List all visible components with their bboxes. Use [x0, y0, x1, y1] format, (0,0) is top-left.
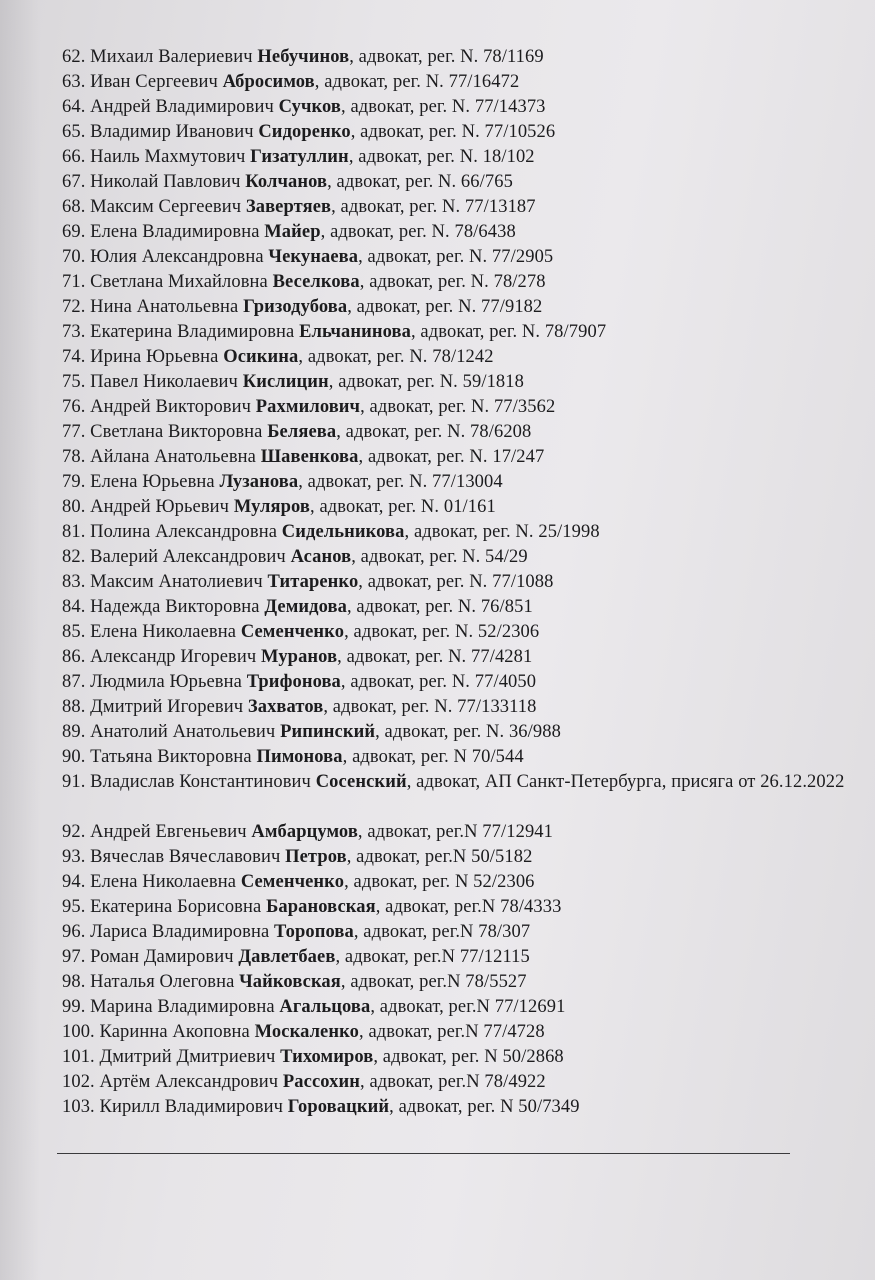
list-item: [62, 45, 852, 70]
list-item: [62, 195, 852, 220]
entry-surname: Амбарцумов: [251, 822, 358, 842]
entry-number: 73.: [62, 322, 86, 342]
entry-surname: Кислицин: [242, 372, 329, 392]
entry-given-names: Лариса Владимировна: [90, 922, 270, 942]
entry-given-names: Роман Дамирович: [90, 947, 234, 967]
entry-surname: Чайковская: [239, 972, 341, 992]
entry-details: , адвокат, рег.N 78/5527: [340, 972, 527, 992]
list-item: [62, 270, 852, 295]
entry-details: , адвокат, рег.N 78/4922: [360, 1072, 546, 1092]
entry-surname: Горовацкий: [287, 1097, 390, 1117]
entry-details: , адвокат, рег. N. 36/988: [375, 722, 561, 742]
entry-number: 81.: [62, 522, 86, 542]
entry-given-names: Максим Сергеевич: [90, 197, 242, 217]
entry-surname: Майер: [264, 222, 321, 242]
entry-given-names: Татьяна Викторовна: [90, 747, 252, 767]
entry-number: 90.: [62, 747, 86, 767]
entry-details: , адвокат, рег. N. 01/161: [310, 497, 496, 517]
entry-surname: Рипинский: [280, 722, 376, 742]
list-item: [62, 370, 852, 395]
list-item: [62, 870, 852, 895]
list-item: [62, 545, 852, 570]
entry-surname: Сидельникова: [281, 522, 405, 542]
entry-number: 72.: [62, 297, 86, 317]
list-item: [62, 520, 852, 545]
entry-number: 63.: [62, 72, 86, 92]
entry-given-names: Светлана Михайловна: [90, 272, 268, 292]
entry-given-names: Наталья Олеговна: [90, 972, 235, 992]
page-edge-shadow: [0, 0, 40, 1280]
entry-surname: Шавенкова: [260, 447, 359, 467]
entry-surname: Титаренко: [267, 572, 359, 592]
entry-surname: Гризодубова: [243, 297, 348, 317]
entry-details: , адвокат, рег. N. 77/10526: [350, 122, 556, 142]
entry-surname: Чекунаева: [268, 247, 359, 267]
list-item: [62, 570, 852, 595]
entry-details: , адвокат, рег. N. 17/247: [358, 447, 545, 467]
list-item: [62, 420, 852, 445]
entry-number: 94.: [62, 872, 86, 892]
entry-surname: Демидова: [264, 597, 347, 617]
list-item: [62, 820, 852, 845]
entry-details: , адвокат, рег. N. 78/7907: [410, 322, 607, 342]
list-item: [62, 320, 852, 345]
entry-surname: Рассохин: [282, 1072, 361, 1092]
list-item: [62, 845, 852, 870]
entry-surname: Рахмилович: [255, 397, 361, 417]
list-item: [62, 945, 852, 970]
entry-number: 92.: [62, 822, 86, 842]
entry-number: 95.: [62, 897, 86, 917]
list-item: [62, 295, 852, 320]
entry-surname: Семенченко: [240, 872, 345, 892]
entry-given-names: Андрей Владимирович: [90, 97, 274, 117]
entry-details: , адвокат, рег. N. 78/278: [359, 272, 546, 292]
entry-number: 77.: [62, 422, 86, 442]
entry-details: , адвокат, рег. N. 77/1088: [358, 572, 554, 592]
entry-number: 99.: [62, 997, 86, 1017]
entry-given-names: Полина Александровна: [90, 522, 278, 542]
entry-number: 68.: [62, 197, 86, 217]
entry-details: , адвокат, рег. N. 52/2306: [344, 622, 540, 642]
entry-number: 78.: [62, 447, 86, 467]
list-item: [62, 720, 852, 745]
entry-surname: Муляров: [233, 497, 310, 517]
list-item: [62, 495, 852, 520]
entry-given-names: Михаил Валериевич: [90, 47, 253, 67]
entry-details: , адвокат, рег.N 77/4728: [359, 1022, 545, 1042]
entry-given-names: Дмитрий Дмитриевич: [99, 1047, 276, 1067]
entry-details: , адвокат, АП Санкт-Петербурга, присяга от 26.12.2022: [406, 772, 845, 792]
list-item: [62, 770, 852, 820]
entry-number: 62.: [62, 47, 86, 67]
entry-surname: Гизатуллин: [250, 147, 349, 167]
entry-given-names: Нина Анатольевна: [90, 297, 239, 317]
entry-surname: Петров: [285, 847, 347, 867]
entry-surname: Пимонова: [256, 747, 343, 767]
list-item: [62, 470, 852, 495]
entry-details: , адвокат, рег.N 77/12691: [370, 997, 566, 1017]
entry-number: 84.: [62, 597, 86, 617]
entry-surname: Агальцова: [279, 997, 371, 1017]
attorney-list: [62, 45, 852, 1120]
list-item: [62, 970, 852, 995]
entry-details: , адвокат, рег. N. 77/13187: [331, 197, 536, 217]
entry-number: 66.: [62, 147, 86, 167]
entry-given-names: Дмитрий Игоревич: [90, 697, 244, 717]
entry-given-names: Айлана Анатольевна: [90, 447, 256, 467]
entry-number: 74.: [62, 347, 86, 367]
entry-details: , адвокат, рег. N. 77/4050: [340, 672, 537, 692]
entry-surname: Захватов: [247, 697, 324, 717]
entry-given-names: Ирина Юрьевна: [90, 347, 219, 367]
entry-given-names: Андрей Викторович: [90, 397, 252, 417]
entry-number: 76.: [62, 397, 86, 417]
entry-details: , адвокат, рег. N. 78/6208: [336, 422, 532, 442]
entry-given-names: Анатолий Анатольевич: [90, 722, 276, 742]
entry-details: , адвокат, рег. N. 78/6438: [320, 222, 516, 242]
entry-details: , адвокат, рег.N 78/4333: [375, 897, 562, 917]
entry-surname: Колчанов: [245, 172, 328, 192]
list-item: [62, 95, 852, 120]
entry-details: , адвокат, рег. N. 66/765: [327, 172, 513, 192]
entry-details: , адвокат, рег.N 78/307: [353, 922, 531, 942]
entry-number: 70.: [62, 247, 86, 267]
footer-rule: [57, 1153, 790, 1154]
list-item: [62, 920, 852, 945]
list-item: [62, 595, 852, 620]
entry-number: 64.: [62, 97, 86, 117]
entry-number: 83.: [62, 572, 86, 592]
entry-number: 101.: [62, 1047, 95, 1067]
list-item: [62, 445, 852, 470]
entry-given-names: Вячеслав Вячеславович: [90, 847, 281, 867]
entry-details: , адвокат, рег. N. 25/1998: [404, 522, 600, 542]
list-item: [62, 895, 852, 920]
entry-number: 75.: [62, 372, 86, 392]
entry-given-names: Марина Владимировна: [90, 997, 275, 1017]
entry-number: 86.: [62, 647, 86, 667]
entry-surname: Лузанова: [219, 472, 299, 492]
list-item: [62, 670, 852, 695]
entry-given-names: Надежда Викторовна: [90, 597, 260, 617]
list-item: [62, 745, 852, 770]
entry-surname: Завертяев: [245, 197, 332, 217]
entry-number: 98.: [62, 972, 86, 992]
entry-details: , адвокат, рег. N 50/7349: [389, 1097, 580, 1117]
entry-number: 91.: [62, 772, 86, 792]
entry-surname: Трифонова: [246, 672, 341, 692]
entry-surname: Веселкова: [272, 272, 360, 292]
entry-surname: Небучинов: [257, 47, 350, 67]
list-item: [62, 220, 852, 245]
entry-surname: Сидоренко: [258, 122, 351, 142]
entry-number: 96.: [62, 922, 86, 942]
entry-details: , адвокат, рег. N. 77/13004: [298, 472, 503, 492]
entry-details: , адвокат, рег.N 77/12941: [357, 822, 554, 842]
entry-given-names: Валерий Александрович: [90, 547, 286, 567]
entry-given-names: Каринна Акоповна: [99, 1022, 250, 1042]
entry-details: , адвокат, рег. N. 77/9182: [347, 297, 543, 317]
list-item: [62, 145, 852, 170]
entry-given-names: Елена Юрьевна: [90, 472, 215, 492]
entry-given-names: Александр Игоревич: [90, 647, 257, 667]
entry-number: 103.: [62, 1097, 95, 1117]
list-item: [62, 170, 852, 195]
entry-given-names: Павел Николаевич: [90, 372, 238, 392]
list-item: [62, 645, 852, 670]
entry-surname: Торопова: [274, 922, 354, 942]
list-item: [62, 995, 852, 1020]
entry-details: , адвокат, рег. N. 78/1242: [298, 347, 494, 367]
entry-number: 102.: [62, 1072, 95, 1092]
list-item: [62, 1070, 852, 1095]
entry-given-names: Светлана Викторовна: [90, 422, 263, 442]
entry-details: , адвокат, рег. N. 77/4281: [337, 647, 533, 667]
entry-details: , адвокат, рег. N 70/544: [342, 747, 524, 767]
entry-number: 82.: [62, 547, 86, 567]
entry-details: , адвокат, рег. N 52/2306: [344, 872, 535, 892]
entry-number: 79.: [62, 472, 86, 492]
entry-details: , адвокат, рег. N. 78/1169: [349, 47, 544, 67]
entry-given-names: Екатерина Владимировна: [90, 322, 295, 342]
list-item: [62, 1020, 852, 1045]
entry-number: 85.: [62, 622, 86, 642]
entry-given-names: Юлия Александровна: [90, 247, 264, 267]
entry-details: , адвокат, рег. N. 59/1818: [328, 372, 524, 392]
entry-given-names: Владислав Константинович: [90, 772, 311, 792]
entry-given-names: Людмила Юрьевна: [90, 672, 242, 692]
entry-surname: Семенченко: [240, 622, 345, 642]
entry-surname: Муранов: [261, 647, 338, 667]
entry-surname: Абросимов: [222, 72, 315, 92]
entry-details: , адвокат, рег. N. 77/2905: [358, 247, 554, 267]
entry-details: , адвокат, рег. N. 77/133118: [323, 697, 537, 717]
entry-surname: Тихомиров: [280, 1047, 374, 1067]
list-item: [62, 395, 852, 420]
entry-details: , адвокат, рег. N. 76/851: [346, 597, 533, 617]
entry-number: 80.: [62, 497, 86, 517]
entry-number: 89.: [62, 722, 86, 742]
entry-surname: Ельчанинова: [299, 322, 411, 342]
entry-details: , адвокат, рег. N 50/2868: [373, 1047, 564, 1067]
entry-number: 97.: [62, 947, 86, 967]
entry-given-names: Кирилл Владимирович: [99, 1097, 284, 1117]
list-item: [62, 120, 852, 145]
list-item: [62, 345, 852, 370]
list-item: [62, 245, 852, 270]
entry-given-names: Андрей Евгеньевич: [90, 822, 247, 842]
entry-surname: Сучков: [278, 97, 341, 117]
list-item: [62, 1095, 852, 1120]
entry-given-names: Елена Николаевна: [90, 872, 237, 892]
entry-details: , адвокат, рег. N. 77/3562: [360, 397, 556, 417]
entry-details: , адвокат, рег. N. 77/16472: [314, 72, 520, 92]
entry-surname: Барановская: [266, 897, 376, 917]
entry-given-names: Максим Анатолиевич: [90, 572, 263, 592]
entry-details: , адвокат, рег.N 77/12115: [335, 947, 530, 967]
entry-number: 93.: [62, 847, 86, 867]
entry-details: , адвокат, рег. N. 54/29: [351, 547, 528, 567]
entry-surname: Асанов: [290, 547, 352, 567]
entry-given-names: Елена Владимировна: [90, 222, 260, 242]
entry-surname: Беляева: [267, 422, 337, 442]
entry-number: 71.: [62, 272, 86, 292]
list-item: [62, 695, 852, 720]
entry-surname: Давлетбаев: [238, 947, 336, 967]
entry-number: 67.: [62, 172, 86, 192]
entry-given-names: Артём Александрович: [99, 1072, 279, 1092]
entry-details: , адвокат, рег. N. 77/14373: [341, 97, 546, 117]
entry-given-names: Екатерина Борисовна: [90, 897, 262, 917]
entry-details: , адвокат, рег. N. 18/102: [348, 147, 535, 167]
entry-number: 69.: [62, 222, 86, 242]
entry-given-names: Андрей Юрьевич: [90, 497, 230, 517]
entry-number: 87.: [62, 672, 86, 692]
entry-given-names: Иван Сергеевич: [90, 72, 218, 92]
entry-given-names: Николай Павлович: [90, 172, 241, 192]
entry-surname: Сосенский: [315, 772, 407, 792]
entry-given-names: Наиль Махмутович: [90, 147, 246, 167]
entry-surname: Москаленко: [254, 1022, 359, 1042]
list-item: [62, 1045, 852, 1070]
entry-number: 88.: [62, 697, 86, 717]
entry-number: 100.: [62, 1022, 95, 1042]
entry-given-names: Елена Николаевна: [90, 622, 237, 642]
list-item: [62, 620, 852, 645]
entry-number: 65.: [62, 122, 86, 142]
entry-details: , адвокат, рег.N 50/5182: [346, 847, 533, 867]
entry-surname: Осикина: [223, 347, 299, 367]
entry-given-names: Владимир Иванович: [90, 122, 254, 142]
list-item: [62, 70, 852, 95]
